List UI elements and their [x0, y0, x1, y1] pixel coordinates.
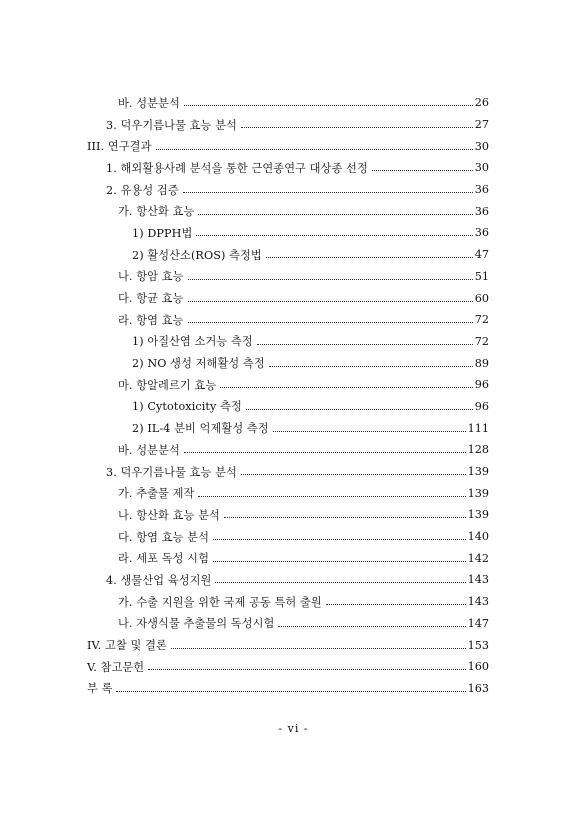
toc-entry-page: 27 [474, 118, 489, 132]
dot-leader [269, 366, 473, 367]
dot-leader [148, 669, 465, 670]
toc-entry-inner [132, 355, 489, 371]
toc-entry-page: 163 [467, 681, 489, 695]
dot-leader [188, 279, 473, 280]
toc-entry-page: 139 [467, 486, 489, 500]
dot-leader [266, 257, 473, 258]
toc-entry-label: IV. 고찰 및 결론 [87, 639, 167, 653]
toc-entry-inner [118, 312, 489, 328]
dot-leader [224, 517, 466, 518]
toc-entry-label: 1) DPPH법 [132, 226, 193, 240]
dot-leader [326, 604, 466, 605]
toc-entry-inner [132, 398, 489, 414]
dot-leader [372, 170, 473, 171]
toc-entry[interactable] [0, 504, 587, 526]
toc-entry-page: 140 [467, 530, 489, 544]
dot-leader [257, 344, 473, 345]
toc-entry-page: 128 [467, 443, 489, 457]
page-number-footer: - vi - [278, 722, 309, 735]
toc-entry[interactable] [0, 374, 587, 396]
toc-entry-page: 160 [467, 660, 489, 674]
toc-entry-page: 96 [474, 378, 489, 392]
toc-entry[interactable] [0, 266, 587, 288]
toc-entry[interactable] [0, 417, 587, 439]
toc-entry-label: 1) Cytotoxicity 측정 [132, 400, 242, 414]
dot-leader [213, 561, 466, 562]
dot-leader [116, 691, 465, 692]
toc-entry-page: 36 [474, 226, 489, 240]
toc-entry-page: 26 [474, 96, 489, 110]
toc-entry[interactable] [0, 613, 587, 635]
toc-entry-page: 111 [467, 421, 489, 435]
toc-entry-label: 2. 유용성 검증 [106, 183, 179, 197]
toc-entry-inner [118, 485, 489, 501]
toc-entry-label: 바. 성분분석 [118, 443, 180, 457]
toc-entry-inner [118, 507, 489, 523]
toc-entry-page: 36 [474, 183, 489, 197]
toc-entry-label: 마. 항알레르기 효능 [118, 378, 217, 392]
toc-entry[interactable] [0, 656, 587, 678]
toc-entry-inner [118, 268, 489, 284]
toc-entry[interactable] [0, 135, 587, 157]
toc-entry-page: 96 [474, 399, 489, 413]
dot-leader [198, 496, 465, 497]
toc-entry-inner [118, 377, 489, 393]
toc-entry[interactable] [0, 461, 587, 483]
dot-leader [215, 582, 465, 583]
dot-leader [213, 539, 466, 540]
toc-entry[interactable] [0, 287, 587, 309]
toc-entry-label: 가. 추출물 제작 [118, 487, 195, 501]
dot-leader [273, 431, 466, 432]
toc-entry[interactable] [0, 309, 587, 331]
toc-entry-label: 2) NO 생성 저해활성 측정 [132, 357, 265, 371]
toc-entry-inner [87, 659, 489, 675]
toc-entry[interactable] [0, 352, 587, 374]
toc-entry[interactable] [0, 179, 587, 201]
dot-leader [198, 214, 472, 215]
toc-entry-label: 3. 덕우기름나물 효능 분석 [106, 118, 237, 132]
toc-entry-page: 36 [474, 204, 489, 218]
toc-entry-inner [118, 550, 489, 566]
toc-entry-inner [118, 290, 489, 306]
toc-entry-page: 60 [474, 291, 489, 305]
dot-leader [183, 192, 473, 193]
dot-leader [156, 149, 473, 150]
toc-entry[interactable] [0, 92, 587, 114]
toc-entry-label: V. 참고문헌 [87, 660, 145, 674]
toc-entry-label: 2) 활성산소(ROS) 측정법 [132, 248, 262, 262]
toc-entry[interactable] [0, 526, 587, 548]
dot-leader [220, 387, 473, 388]
toc-entry[interactable] [0, 396, 587, 418]
toc-entry[interactable] [0, 331, 587, 353]
toc-entry-inner [118, 442, 489, 458]
toc-entry-page: 139 [467, 465, 489, 479]
toc-entry-label: 라. 항염 효능 [118, 313, 184, 327]
toc-entry-page: 51 [474, 269, 489, 283]
toc-entry-label: 3. 덕우기름나물 효능 분석 [106, 465, 237, 479]
toc-entry-label: 나. 자생식물 추출물의 독성시험 [118, 617, 275, 631]
toc-entry[interactable] [0, 634, 587, 656]
toc-entry-inner [118, 95, 489, 111]
toc-entry-page: 72 [474, 334, 489, 348]
table-of-contents [0, 92, 587, 699]
toc-entry-label: 1) 아질산염 소거능 측정 [132, 335, 253, 349]
toc-entry-label: 2) IL-4 분비 억제활성 측정 [132, 422, 269, 436]
toc-entry-label: 가. 수출 지원을 위한 국제 공동 특허 출원 [118, 595, 322, 609]
toc-entry-label: 부 록 [87, 682, 113, 696]
dot-leader [246, 409, 473, 410]
toc-entry[interactable] [0, 114, 587, 136]
toc-entry-inner [106, 182, 489, 198]
toc-entry[interactable] [0, 569, 587, 591]
dot-leader [278, 626, 465, 627]
dot-leader [184, 105, 473, 106]
toc-entry[interactable] [0, 591, 587, 613]
dot-leader [188, 301, 473, 302]
toc-entry-inner [106, 464, 489, 480]
toc-entry[interactable] [0, 678, 587, 700]
toc-entry-label: 나. 항산화 효능 분석 [118, 508, 220, 522]
dot-leader [184, 452, 466, 453]
dot-leader [171, 648, 466, 649]
toc-entry-inner [132, 225, 489, 241]
toc-entry-page: 143 [467, 573, 489, 587]
toc-entry-inner [106, 117, 489, 133]
toc-entry-inner [87, 138, 489, 154]
toc-entry-page: 142 [467, 551, 489, 565]
toc-entry-page: 72 [474, 313, 489, 327]
toc-entry[interactable] [0, 439, 587, 461]
toc-entry-label: 4. 생물산업 육성지원 [106, 573, 212, 587]
toc-entry[interactable] [0, 482, 587, 504]
toc-entry-label: 라. 세포 독성 시험 [118, 552, 209, 566]
toc-entry-inner [87, 637, 489, 653]
toc-entry-inner [118, 529, 489, 545]
toc-entry-inner [106, 160, 489, 176]
dot-leader [241, 127, 473, 128]
toc-entry-label: 다. 항염 효능 분석 [118, 530, 209, 544]
toc-entry-inner [118, 203, 489, 219]
toc-entry-page: 89 [474, 356, 489, 370]
toc-entry-page: 30 [474, 139, 489, 153]
dot-leader [188, 322, 473, 323]
toc-entry[interactable] [0, 222, 587, 244]
toc-entry-label: 다. 항균 효능 [118, 292, 184, 306]
toc-entry-page: 47 [474, 248, 489, 262]
toc-entry-inner [87, 680, 489, 696]
toc-entry[interactable] [0, 547, 587, 569]
toc-entry[interactable] [0, 157, 587, 179]
toc-entry-inner [132, 420, 489, 436]
toc-entry-page: 147 [467, 616, 489, 630]
dot-leader [241, 474, 466, 475]
dot-leader [196, 235, 472, 236]
toc-entry-label: 가. 항산화 효능 [118, 205, 195, 219]
toc-entry-page: 143 [467, 595, 489, 609]
toc-entry-page: 153 [467, 638, 489, 652]
toc-entry-label: III. 연구결과 [87, 140, 152, 154]
toc-entry-page: 139 [467, 508, 489, 522]
toc-entry-inner [106, 572, 489, 588]
toc-entry-inner [118, 594, 489, 610]
toc-entry-inner [118, 615, 489, 631]
toc-entry[interactable] [0, 200, 587, 222]
toc-entry-label: 1. 해외활용사례 분석을 통한 근연종연구 대상종 선정 [106, 161, 368, 175]
toc-entry-label: 바. 성분분석 [118, 96, 180, 110]
toc-entry[interactable] [0, 244, 587, 266]
toc-entry-inner [132, 333, 489, 349]
toc-entry-label: 나. 항암 효능 [118, 270, 184, 284]
toc-entry-page: 30 [474, 161, 489, 175]
toc-entry-inner [132, 247, 489, 263]
